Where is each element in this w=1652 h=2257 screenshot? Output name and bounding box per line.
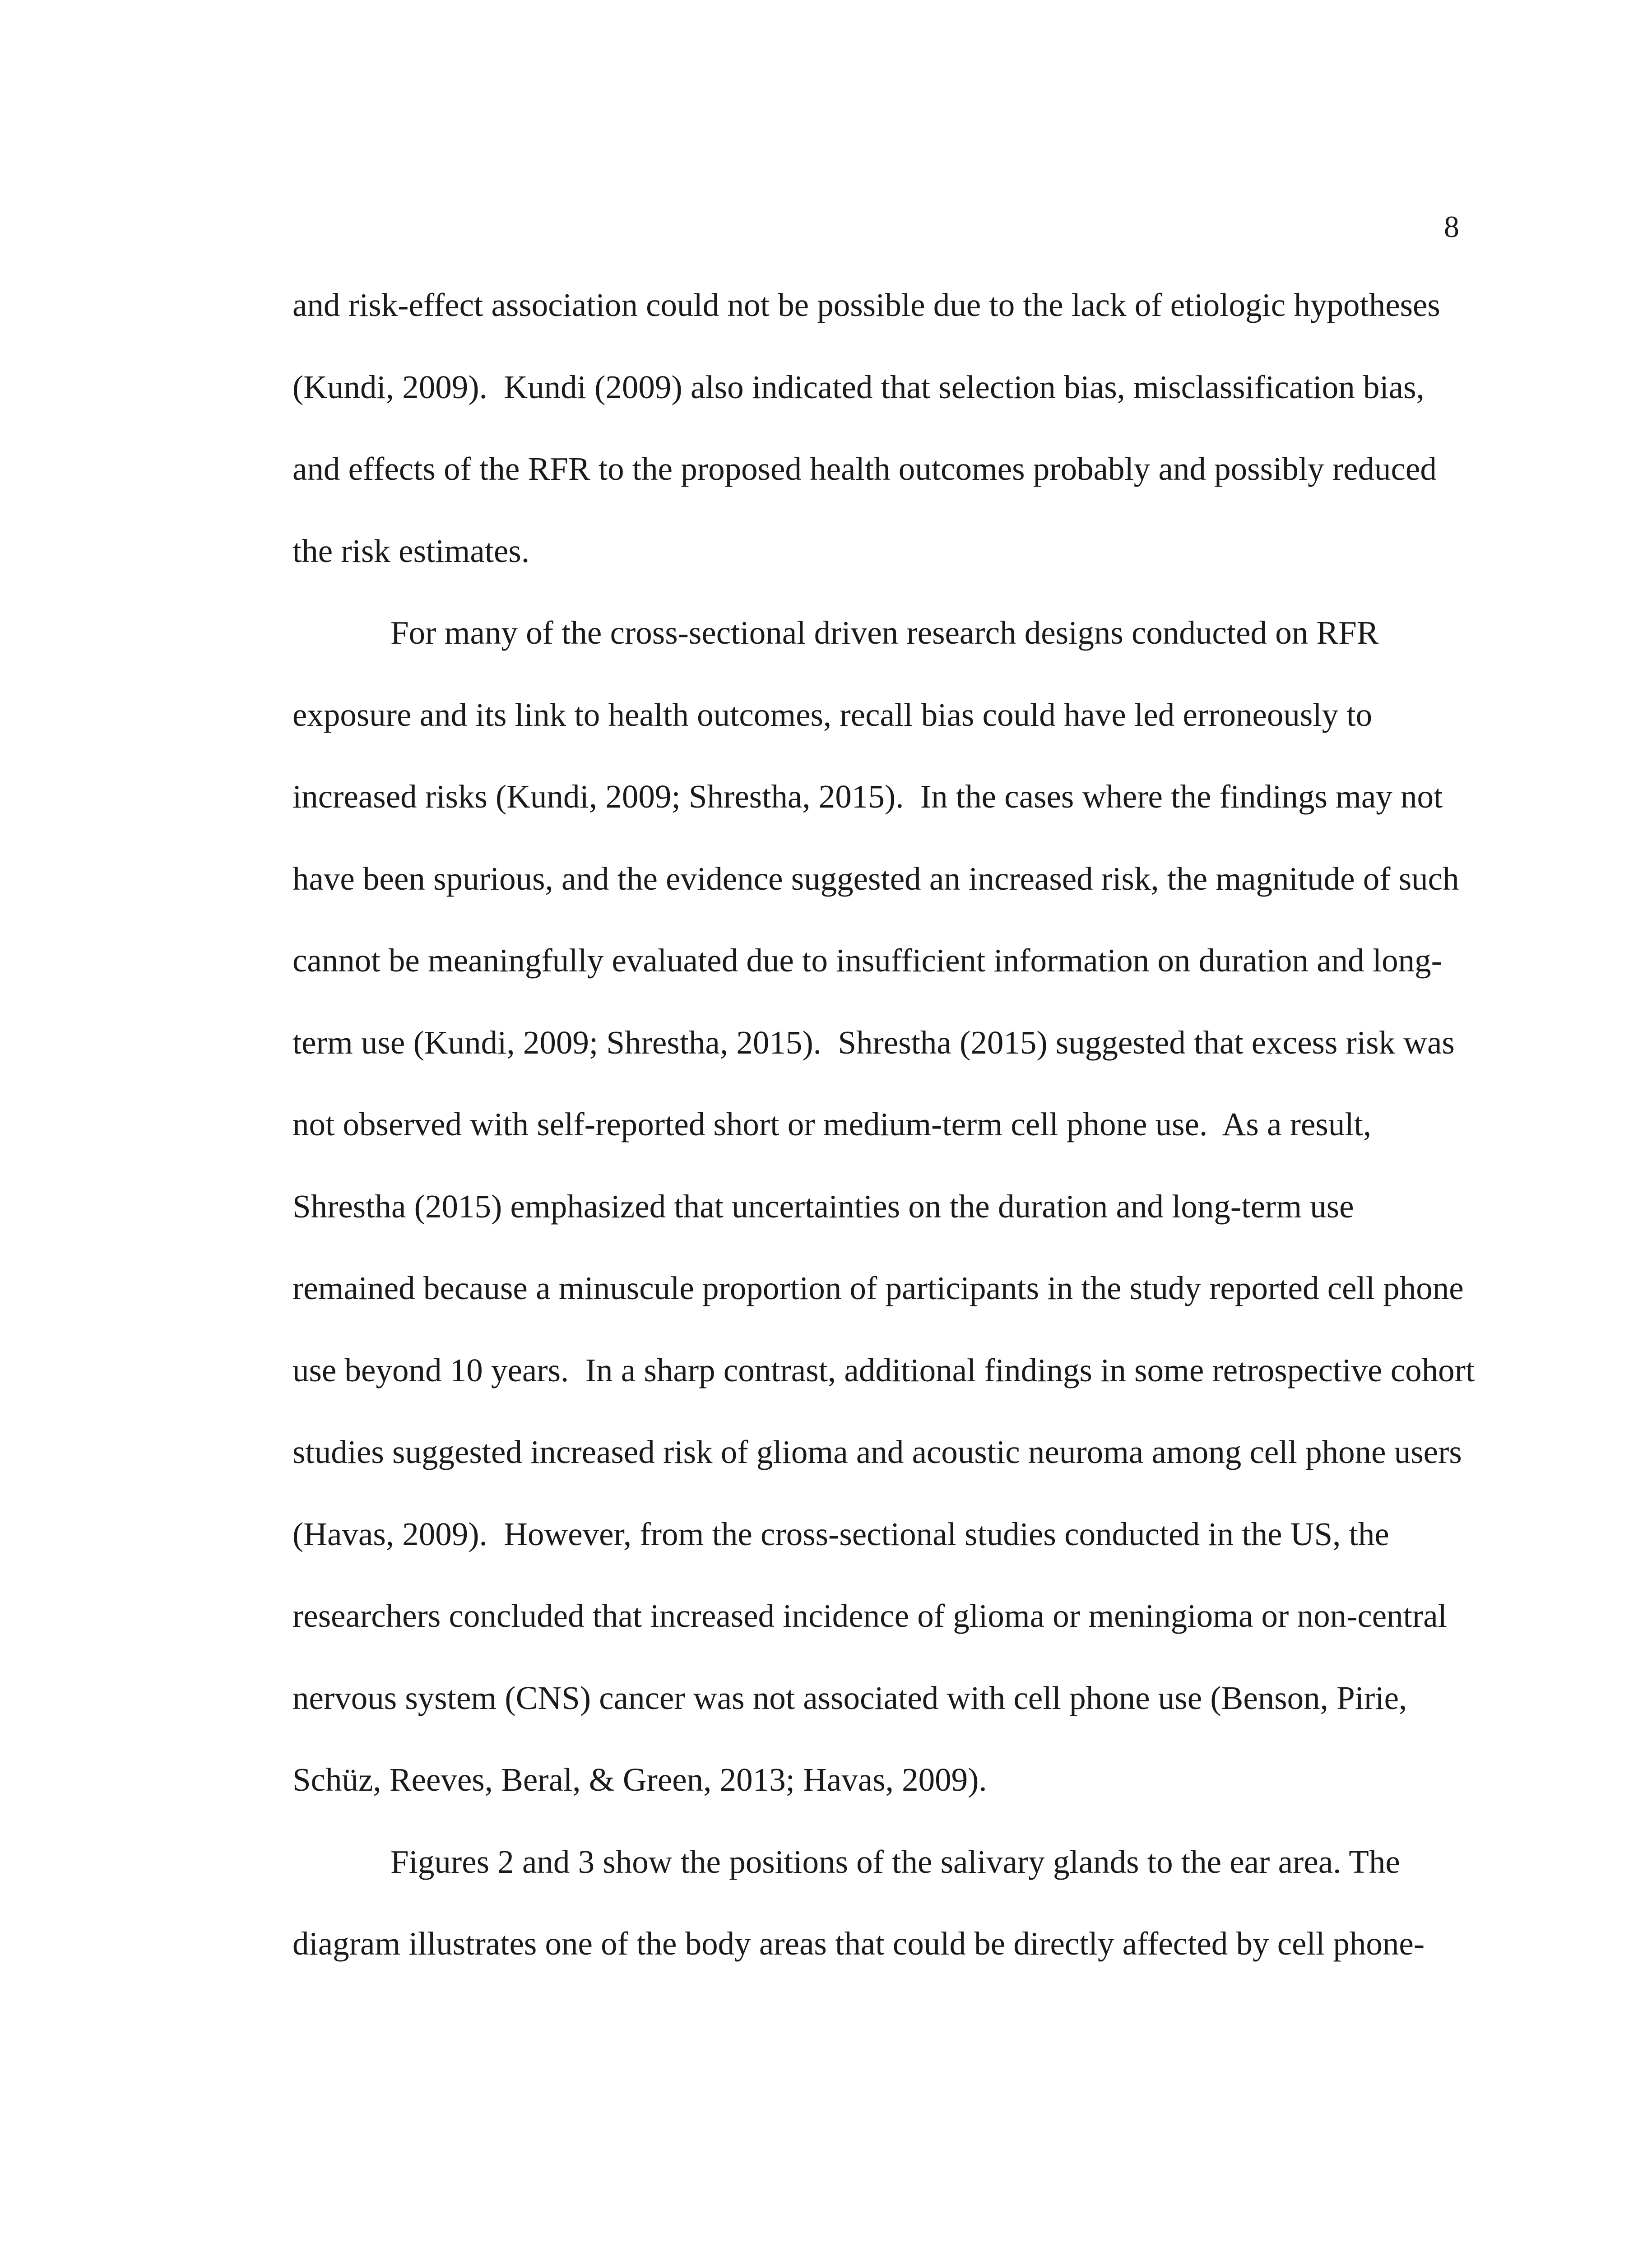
page-number: 8 [1444,209,1459,244]
text-line: researchers concluded that increased incidence of glioma or meningioma or non-central [292,1598,1447,1634]
text-line: nervous system (CNS) cancer was not associated with cell phone use (Benson, Pirie, [292,1679,1407,1716]
text-line: (Havas, 2009). However, from the cross-sectional studies conducted in the US, the [292,1515,1389,1552]
text-line: studies suggested increased risk of glioma and acoustic neuroma among cell phone users [292,1434,1462,1470]
text-line: the risk estimates. [292,532,530,569]
text-line: remained because a minuscule proportion of participants in the study reported cell phone [292,1270,1464,1306]
text-line: (Kundi, 2009). Kundi (2009) also indicated that selection bias, misclassification bias, [292,368,1425,405]
text-line: and effects of the RFR to the proposed health outcomes probably and possibly reduced [292,450,1437,487]
text-line: term use (Kundi, 2009; Shrestha, 2015). Shrestha (2015) suggested that excess risk was [292,1024,1455,1061]
text-line: increased risks (Kundi, 2009; Shrestha, 2015). In the cases where the findings may not [292,778,1443,815]
text-line: use beyond 10 years. In a sharp contrast, additional findings in some retrospective cohort [292,1351,1475,1389]
paragraph-first-line: Figures 2 and 3 show the positions of the salivary glands to the ear area. The [390,1843,1400,1880]
text-line: Shrestha (2015) emphasized that uncertainties on the duration and long-term use [292,1188,1354,1225]
text-line: Schüz, Reeves, Beral, & Green, 2013; Havas, 2009). [292,1761,987,1798]
paragraph-first-line: For many of the cross-sectional driven research designs conducted on RFR [390,614,1379,651]
text-line: diagram illustrates one of the body areas that could be directly affected by cell phone- [292,1925,1425,1962]
text-line: have been spurious, and the evidence suggested an increased risk, the magnitude of such [292,860,1459,897]
text-line: cannot be meaningfully evaluated due to insufficient information on duration and long- [292,942,1442,979]
text-line: and risk-effect association could not be possible due to the lack of etiologic hypotheses [292,287,1440,323]
body-text [292,264,1475,1985]
text-line: not observed with self-reported short or medium-term cell phone use. As a result, [292,1106,1372,1142]
text-line: exposure and its link to health outcomes, recall bias could have led erroneously to [292,696,1373,733]
